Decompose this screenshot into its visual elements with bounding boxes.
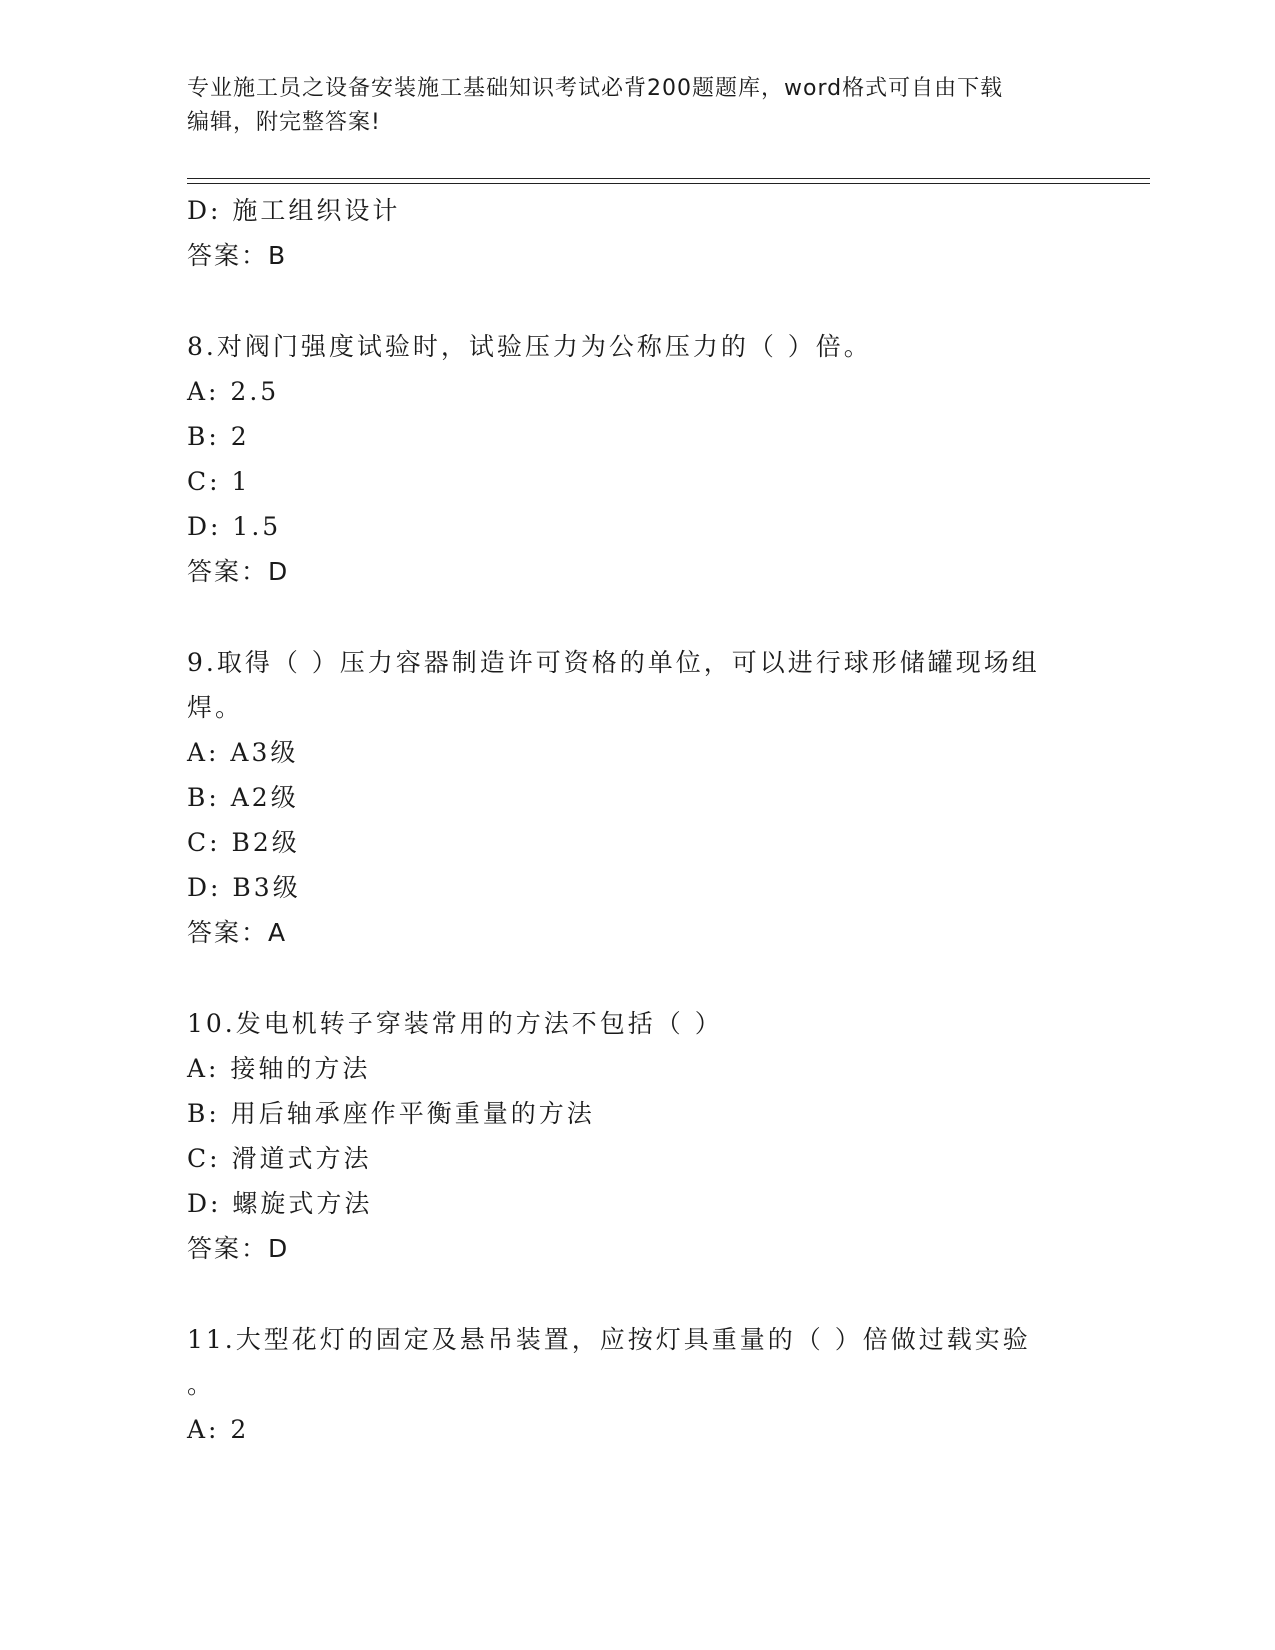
option-c: C: 1 <box>187 467 251 496</box>
option-d: D: 螺旋式方法 <box>187 1189 373 1218</box>
question-9 <box>187 640 1087 955</box>
answer-line: 答案：D <box>187 557 290 586</box>
answer-line: 答案：B <box>187 241 288 270</box>
option-b: B: 2 <box>187 422 250 451</box>
option-b: B: 用后轴承座作平衡重量的方法 <box>187 1099 595 1128</box>
option-d: D: B3级 <box>187 873 301 902</box>
header-title-line-1: 专业施工员之设备安装施工基础知识考试必背200题题库，word格式可自由下载 <box>187 76 1004 101</box>
option-b: B: A2级 <box>187 783 299 812</box>
question-stem: 9.取得（ ）压力容器制造许可资格的单位，可以进行球形储罐现场组 <box>187 648 1040 677</box>
answer-line: 答案：D <box>187 1234 290 1263</box>
answer-line: 答案：A <box>187 918 288 947</box>
option-d: D: 1.5 <box>187 512 282 541</box>
question-list <box>187 188 1087 1452</box>
question-10 <box>187 1001 1087 1271</box>
option-a: A: A3级 <box>187 738 299 767</box>
spacer <box>187 1271 1087 1317</box>
option-c: C: 滑道式方法 <box>187 1144 372 1173</box>
question-11 <box>187 1317 1087 1452</box>
option-d: D: 施工组织设计 <box>187 196 401 225</box>
question-stem: 8.对阀门强度试验时，试验压力为公称压力的（ ）倍。 <box>187 332 872 361</box>
document-header <box>187 72 1087 140</box>
question-stem: 11.大型花灯的固定及悬吊装置，应按灯具重量的（ ）倍做过载实验 <box>187 1325 1031 1354</box>
option-a: A: 2.5 <box>187 377 280 406</box>
option-c: C: B2级 <box>187 828 300 857</box>
header-divider-top <box>187 178 1150 179</box>
question-stem-continued: 。 <box>187 1370 216 1399</box>
header-divider-bottom <box>187 183 1150 184</box>
spacer <box>187 594 1087 640</box>
spacer <box>187 278 1087 324</box>
header-title-line-2: 编辑，附完整答案! <box>187 110 381 135</box>
option-a: A: 接轴的方法 <box>187 1054 371 1083</box>
option-a: A: 2 <box>187 1415 250 1444</box>
spacer <box>187 955 1087 1001</box>
question-stem-continued: 焊。 <box>187 693 244 722</box>
question-stem: 10.发电机转子穿装常用的方法不包括（ ） <box>187 1009 723 1038</box>
question-8 <box>187 324 1087 594</box>
